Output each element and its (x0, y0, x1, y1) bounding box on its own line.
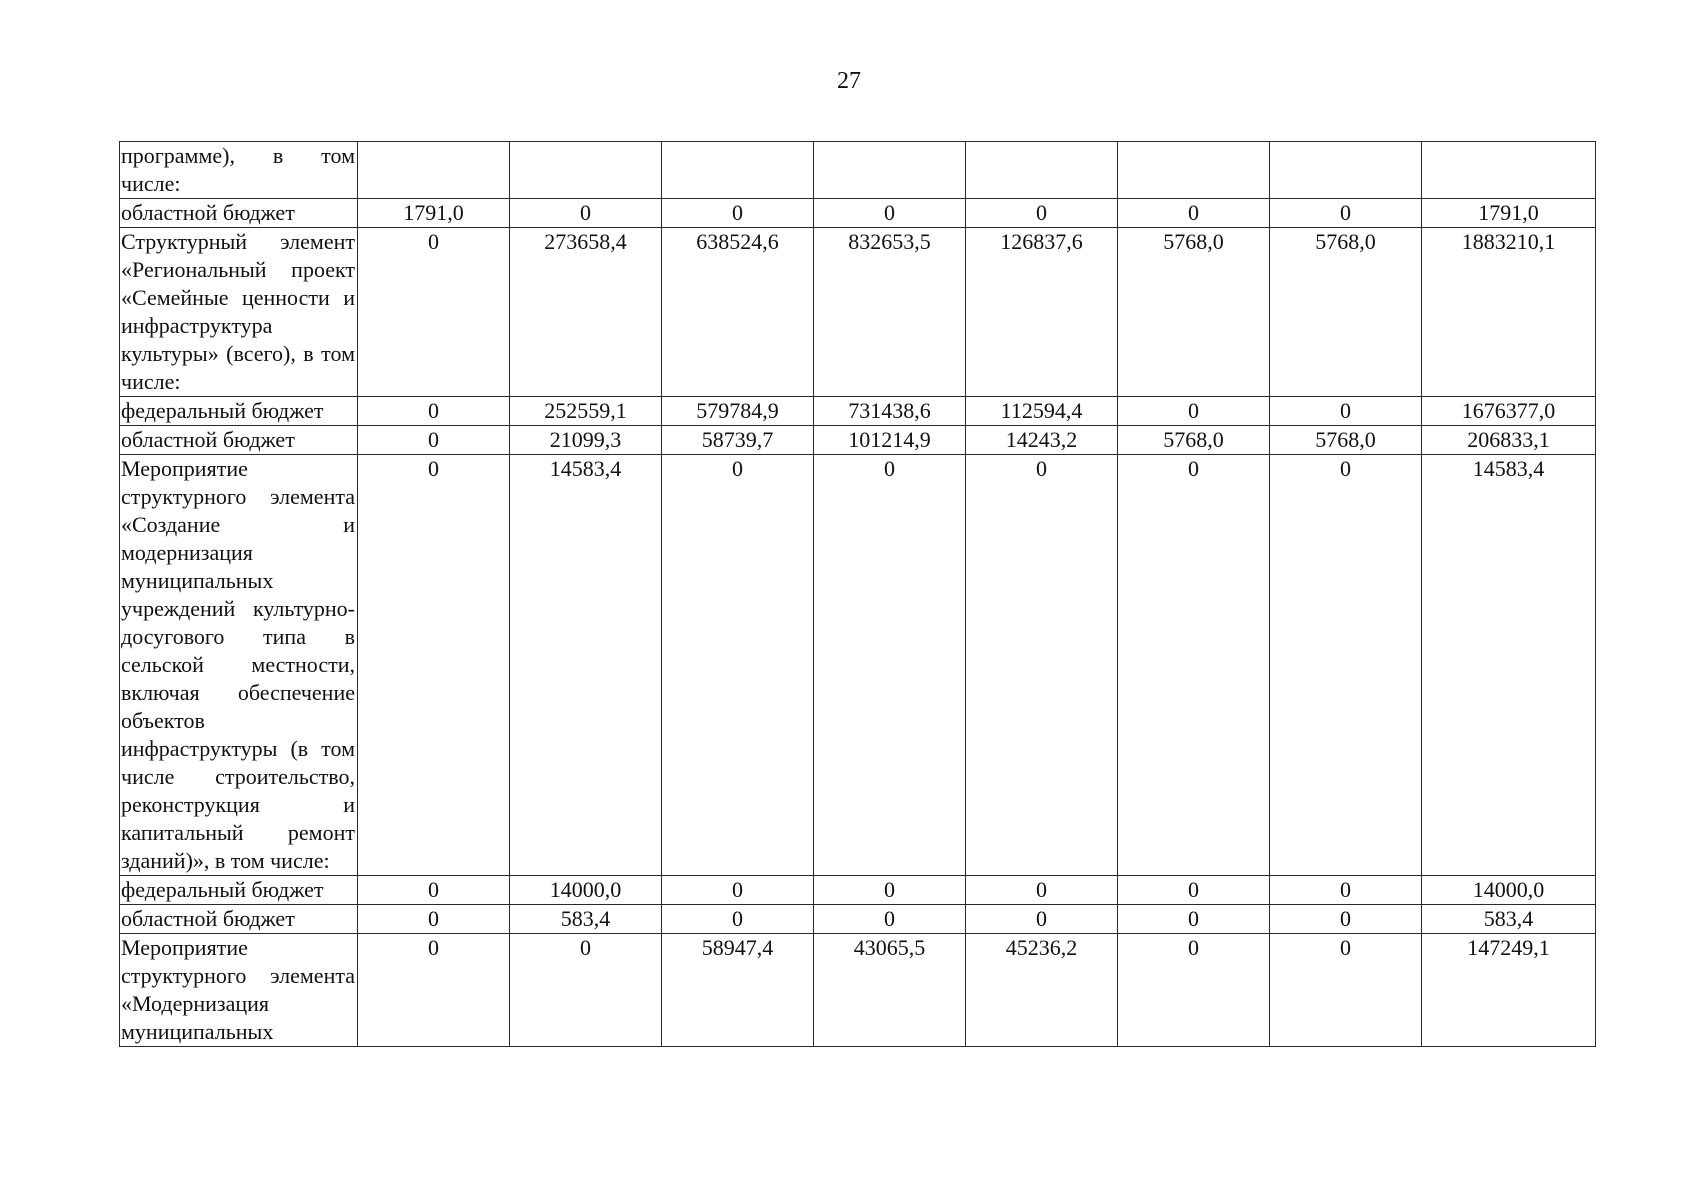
cell-value: 0 (1118, 876, 1270, 905)
cell-value: 5768,0 (1270, 228, 1422, 397)
cell-value: 5768,0 (1270, 426, 1422, 455)
cell-value: 0 (1270, 876, 1422, 905)
cell-value: 0 (358, 934, 510, 1047)
cell-value: 0 (1118, 905, 1270, 934)
cell-value: 0 (1270, 934, 1422, 1047)
row-label: федеральный бюджет (120, 876, 358, 905)
cell-value: 0 (1270, 455, 1422, 876)
cell-value: 58947,4 (662, 934, 814, 1047)
cell-value: 14000,0 (510, 876, 662, 905)
page-number: 27 (837, 68, 861, 94)
row-label: областной бюджет (120, 905, 358, 934)
cell-total (1422, 142, 1596, 199)
cell-total: 1883210,1 (1422, 228, 1596, 397)
cell-value: 638524,6 (662, 228, 814, 397)
cell-value: 5768,0 (1118, 228, 1270, 397)
cell-total: 583,4 (1422, 905, 1596, 934)
table-row (120, 905, 1596, 934)
table-row (120, 934, 1596, 1047)
cell-value (814, 142, 966, 199)
cell-value: 583,4 (510, 905, 662, 934)
cell-value: 0 (358, 455, 510, 876)
cell-value (1270, 142, 1422, 199)
cell-value: 0 (966, 876, 1118, 905)
cell-value: 0 (1118, 199, 1270, 228)
cell-value: 0 (1270, 199, 1422, 228)
row-label: областной бюджет (120, 426, 358, 455)
cell-value: 0 (358, 426, 510, 455)
cell-value: 579784,9 (662, 397, 814, 426)
cell-total: 1676377,0 (1422, 397, 1596, 426)
cell-value: 832653,5 (814, 228, 966, 397)
cell-value: 1791,0 (358, 199, 510, 228)
cell-value: 0 (510, 199, 662, 228)
cell-value: 126837,6 (966, 228, 1118, 397)
cell-value: 0 (510, 934, 662, 1047)
cell-value: 14583,4 (510, 455, 662, 876)
cell-value: 0 (662, 876, 814, 905)
cell-total: 14583,4 (1422, 455, 1596, 876)
table-row (120, 142, 1596, 199)
cell-value: 0 (814, 905, 966, 934)
cell-value (662, 142, 814, 199)
table-row (120, 228, 1596, 397)
cell-value: 45236,2 (966, 934, 1118, 1047)
cell-value: 0 (662, 905, 814, 934)
cell-value: 0 (1118, 934, 1270, 1047)
row-label: Мероприятие структурного элемента «Создание и модернизация муниципальных учреждений культурно-досугового типа в сельской местности, включая обеспечение объектов инфраструктуры (в том числе строительство, реконструкция и капитальный ремонт зданий)», в том числе: (120, 455, 358, 876)
table-row (120, 426, 1596, 455)
cell-value: 58739,7 (662, 426, 814, 455)
cell-value: 731438,6 (814, 397, 966, 426)
cell-value: 5768,0 (1118, 426, 1270, 455)
cell-value: 0 (662, 455, 814, 876)
cell-value: 252559,1 (510, 397, 662, 426)
cell-value: 0 (1270, 397, 1422, 426)
row-label: Мероприятие структурного элемента «Модернизация муниципальных (120, 934, 358, 1047)
cell-value: 0 (1118, 397, 1270, 426)
cell-value (358, 142, 510, 199)
cell-total: 147249,1 (1422, 934, 1596, 1047)
cell-value: 0 (1270, 905, 1422, 934)
cell-value: 273658,4 (510, 228, 662, 397)
cell-value: 0 (358, 876, 510, 905)
cell-value: 21099,3 (510, 426, 662, 455)
cell-total: 206833,1 (1422, 426, 1596, 455)
cell-value: 0 (662, 199, 814, 228)
row-label: федеральный бюджет (120, 397, 358, 426)
cell-value (510, 142, 662, 199)
cell-value: 0 (966, 905, 1118, 934)
cell-total: 1791,0 (1422, 199, 1596, 228)
cell-value (1118, 142, 1270, 199)
cell-value: 0 (358, 397, 510, 426)
cell-value: 0 (358, 905, 510, 934)
table-row (120, 397, 1596, 426)
cell-value: 14243,2 (966, 426, 1118, 455)
row-label: областной бюджет (120, 199, 358, 228)
cell-value: 43065,5 (814, 934, 966, 1047)
table-row (120, 199, 1596, 228)
table-row (120, 876, 1596, 905)
table-row (120, 455, 1596, 876)
cell-value: 0 (1118, 455, 1270, 876)
row-label: Структурный элемент «Региональный проект «Семейные ценности и инфраструктура культуры» (всего), в том числе: (120, 228, 358, 397)
cell-value: 0 (966, 199, 1118, 228)
cell-value: 0 (814, 876, 966, 905)
cell-value (966, 142, 1118, 199)
cell-value: 0 (814, 455, 966, 876)
cell-value: 101214,9 (814, 426, 966, 455)
row-label: программе), в том числе: (120, 142, 358, 199)
cell-value: 112594,4 (966, 397, 1118, 426)
cell-value: 0 (358, 228, 510, 397)
cell-total: 14000,0 (1422, 876, 1596, 905)
budget-table (119, 141, 1596, 1047)
cell-value: 0 (966, 455, 1118, 876)
cell-value: 0 (814, 199, 966, 228)
